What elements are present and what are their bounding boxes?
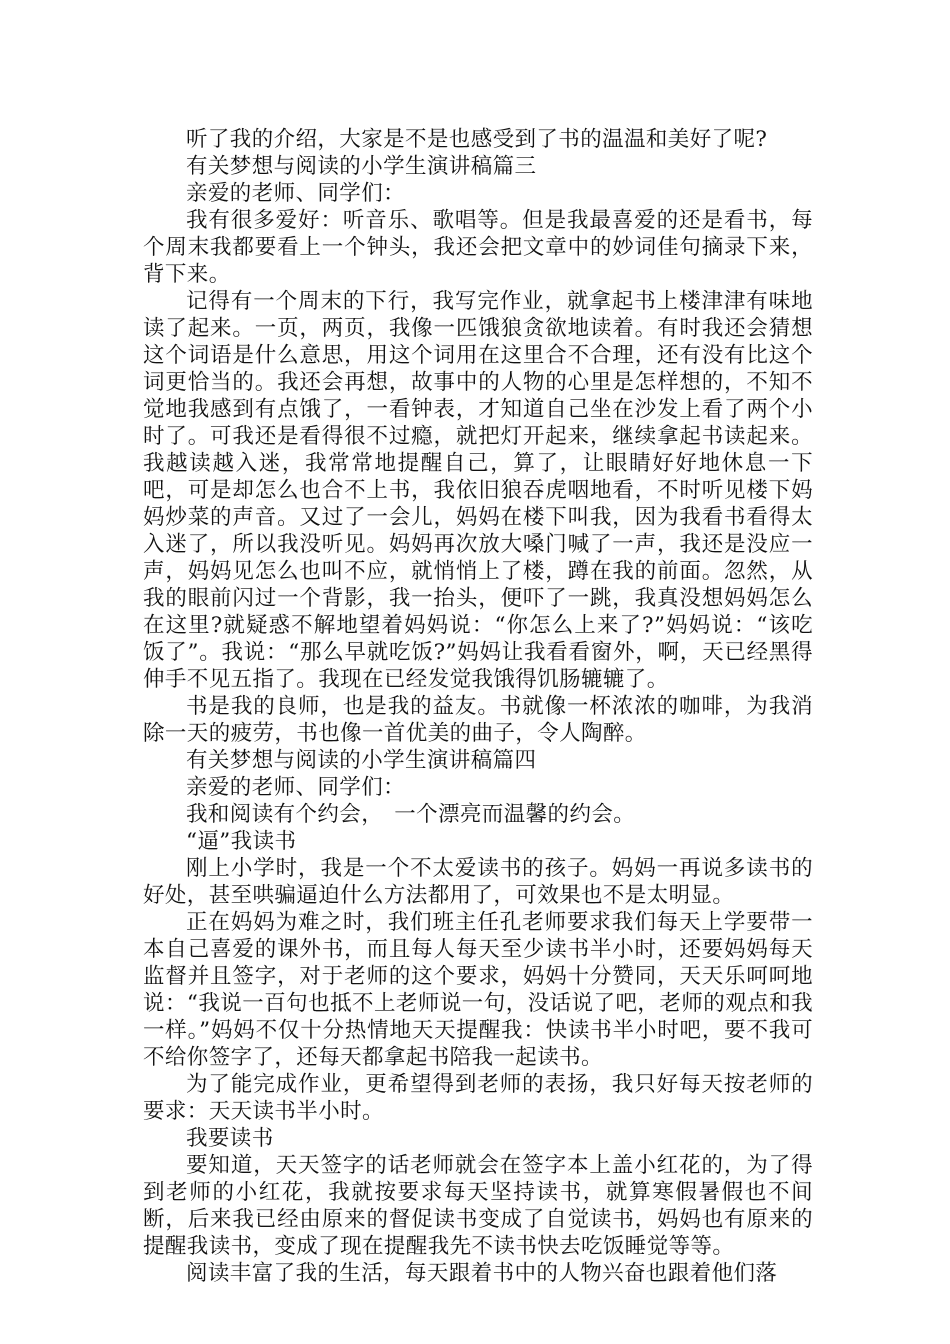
subheading: “逼”我读书 bbox=[186, 829, 297, 854]
subheading: 我要读书 bbox=[186, 1126, 274, 1151]
paragraph: 正在妈妈为难之时，我们班主任孔老师要求我们每天上学要带一本自己喜爱的课外书，而且每人每天至少读书半小时，还要妈妈每天监督并且签字，对于老师的这个要求，妈妈十分赞同，天天乐呵呵地说：“我说一百句也抵不上老师说一句，没话说了吧，老师的观点和我一样。”妈妈不仅十分热情地天天提醒我：快读书半小时吧，要不我可不给你签字了，还每天都拿起书陪我一起读书。 bbox=[143, 910, 813, 1070]
paragraph: 刚上小学时，我是一个不太爱读书的孩子。妈妈一再说多读书的好处，甚至哄骗逼迫什么方法都用了，可效果也不是太明显。 bbox=[143, 856, 813, 908]
paragraph: 听了我的介绍，大家是不是也感受到了书的温温和美好了呢? bbox=[186, 127, 768, 152]
paragraph: 要知道，天天签字的话老师就会在签字本上盖小红花的，为了得到老师的小红花，我就按要求每天坚持读书，就算寒假暑假也不间断，后来我已经由原来的督促读书变成了自觉读书，妈妈也有原来的提醒我读书，变成了现在提醒我先不读书快去吃饭睡觉等等。 bbox=[143, 1153, 813, 1259]
paragraph: 我有很多爱好：听音乐、歌唱等。但是我最喜爱的还是看书，每个周末我都要看上一个钟头，我还会把文章中的妙词佳句摘录下来，背下来。 bbox=[143, 208, 813, 287]
section-heading: 有关梦想与阅读的小学生演讲稿篇四 bbox=[186, 748, 537, 773]
salutation: 亲爱的老师、同学们： bbox=[186, 775, 406, 800]
paragraph: 书是我的良师，也是我的益友。书就像一杯浓浓的咖啡，为我消除一天的疲劳，书也像一首优美的曲子，令人陶醉。 bbox=[143, 694, 813, 746]
paragraph: 为了能完成作业，更希望得到老师的表扬，我只好每天按老师的要求：天天读书半小时。 bbox=[143, 1072, 813, 1124]
document-body bbox=[143, 126, 813, 1287]
salutation: 亲爱的老师、同学们： bbox=[186, 181, 406, 206]
paragraph: 阅读丰富了我的生活，每天跟着书中的人物兴奋也跟着他们落 bbox=[186, 1261, 778, 1286]
section-heading: 有关梦想与阅读的小学生演讲稿篇三 bbox=[186, 154, 537, 179]
paragraph: 我和阅读有个约会， 一个漂亮而温馨的约会。 bbox=[186, 802, 636, 827]
paragraph: 记得有一个周末的下行，我写完作业，就拿起书上楼津津有味地读了起来。一页，两页，我像一匹饿狼贪欲地读着。有时我还会猜想这个词语是什么意思，用这个词用在这里合不合理，还有没有比这个词更恰当的。我还会再想，故事中的人物的心里是怎样想的，不知不觉地我感到有点饿了，一看钟表，才知道自己坐在沙发上看了两个小时了。可我还是看得很不过瘾，就把灯开起来，继续拿起书读起来。我越读越入迷，我常常地提醒自己，算了，让眼睛好好地休息一下吧，可是却怎么也合不上书，我依旧狼吞虎咽地看，不时听见楼下妈妈炒菜的声音。又过了一会儿，妈妈在楼下叫我，因为我看书看得太入迷了，所以我没听见。妈妈再次放大嗓门喊了一声，我还是没应一声，妈妈见怎么也叫不应，就悄悄上了楼，蹲在我的前面。忽然，从我的眼前闪过一个背影，我一抬头，便吓了一跳，我真没想妈妈怎么在这里?就疑惑不解地望着妈妈说：“你怎么上来了?”妈妈说：“该吃饭了”。我说：“那么早就吃饭?”妈妈让我看看窗外，啊，天已经黑得伸手不见五指了。我现在已经发觉我饿得饥肠辘辘了。 bbox=[143, 289, 813, 692]
